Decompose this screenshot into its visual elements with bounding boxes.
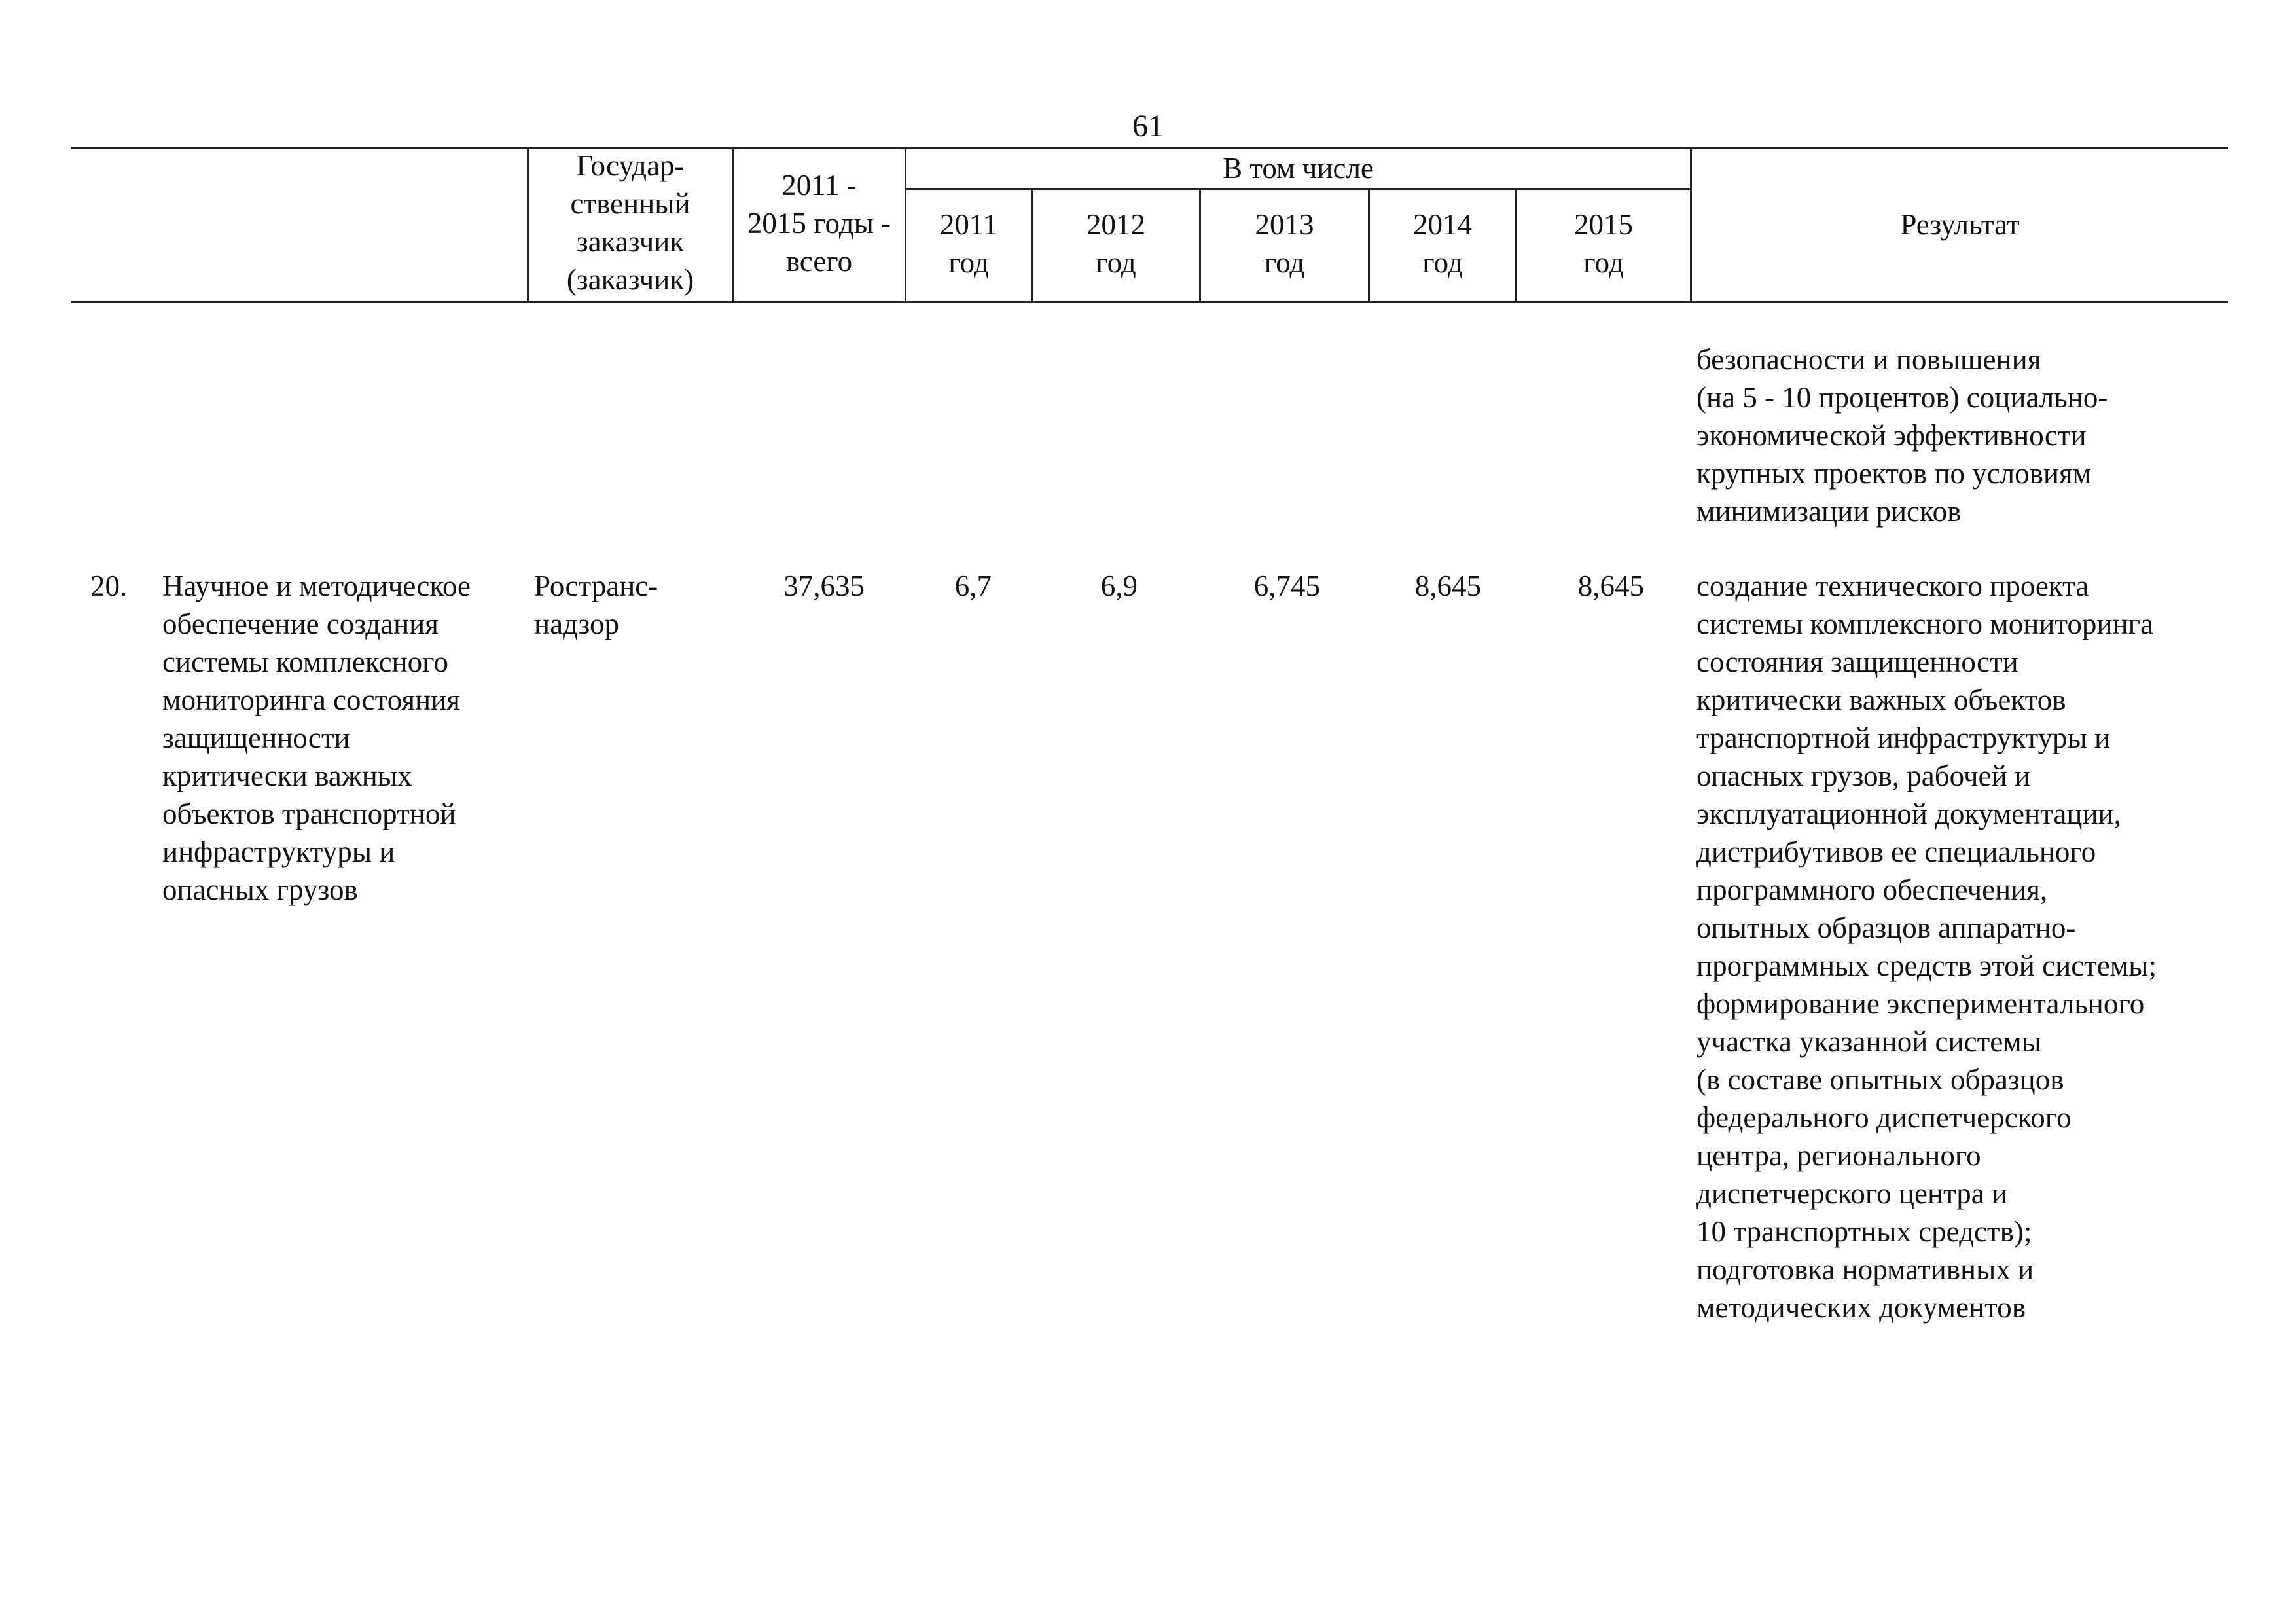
header-year-2015: 2015 год bbox=[1574, 208, 1633, 279]
row-value-2012: 6,9 bbox=[1100, 570, 1138, 602]
header-year-2014: 2014 год bbox=[1413, 208, 1472, 279]
row-result: создание технического проекта системы комплексного мониторинга состояния защищенности критически важных объектов транспортной инфраструктуры и опасных грузов, рабочей и эксплуатационной документации, дистрибутивов ее специального программного обеспечения, опытных образцов аппаратно- программных средств этой системы; формирование экспериментального участка указанной системы (в составе опытных образцов федерального диспетчерского центра, регионального диспетчерского центра и 10 транспортных средств); подготовка нормативных и методических документов bbox=[1696, 570, 2157, 1324]
row-value-2014: 8,645 bbox=[1414, 570, 1481, 602]
row-customer: Ространс- надзор bbox=[534, 570, 658, 640]
row-name: Научное и методическое обеспечение создания системы комплексного мониторинга состояния защищенности критически важных объектов транспортной инфраструктуры и опасных грузов bbox=[162, 570, 471, 906]
continuation-result-text: безопасности и повышения (на 5 - 10 процентов) социально- экономической эффективности крупных проектов по условиям минимизации рисков bbox=[1696, 343, 2108, 528]
header-total: 2011 - 2015 годы - всего bbox=[747, 169, 891, 278]
row-total: 37,635 bbox=[783, 570, 865, 602]
including-rule bbox=[905, 188, 1690, 190]
header-result: Результат bbox=[1900, 208, 2020, 241]
header-customer: Государ- ственный заказчик (заказчик) bbox=[566, 149, 694, 296]
row-value-2015: 8,645 bbox=[1577, 570, 1644, 602]
header-year-2012: 2012 год bbox=[1086, 208, 1145, 279]
row-number: 20. bbox=[90, 570, 128, 602]
header-year-2011: 2011 год bbox=[939, 208, 998, 279]
header-including: В том числе bbox=[1223, 152, 1374, 185]
row-value-2013: 6,745 bbox=[1253, 570, 1320, 602]
row-value-2011: 6,7 bbox=[954, 570, 992, 602]
header-year-2013: 2013 год bbox=[1255, 208, 1314, 279]
header-bottom-rule bbox=[71, 301, 2228, 303]
page-number: 61 bbox=[1132, 109, 1164, 143]
